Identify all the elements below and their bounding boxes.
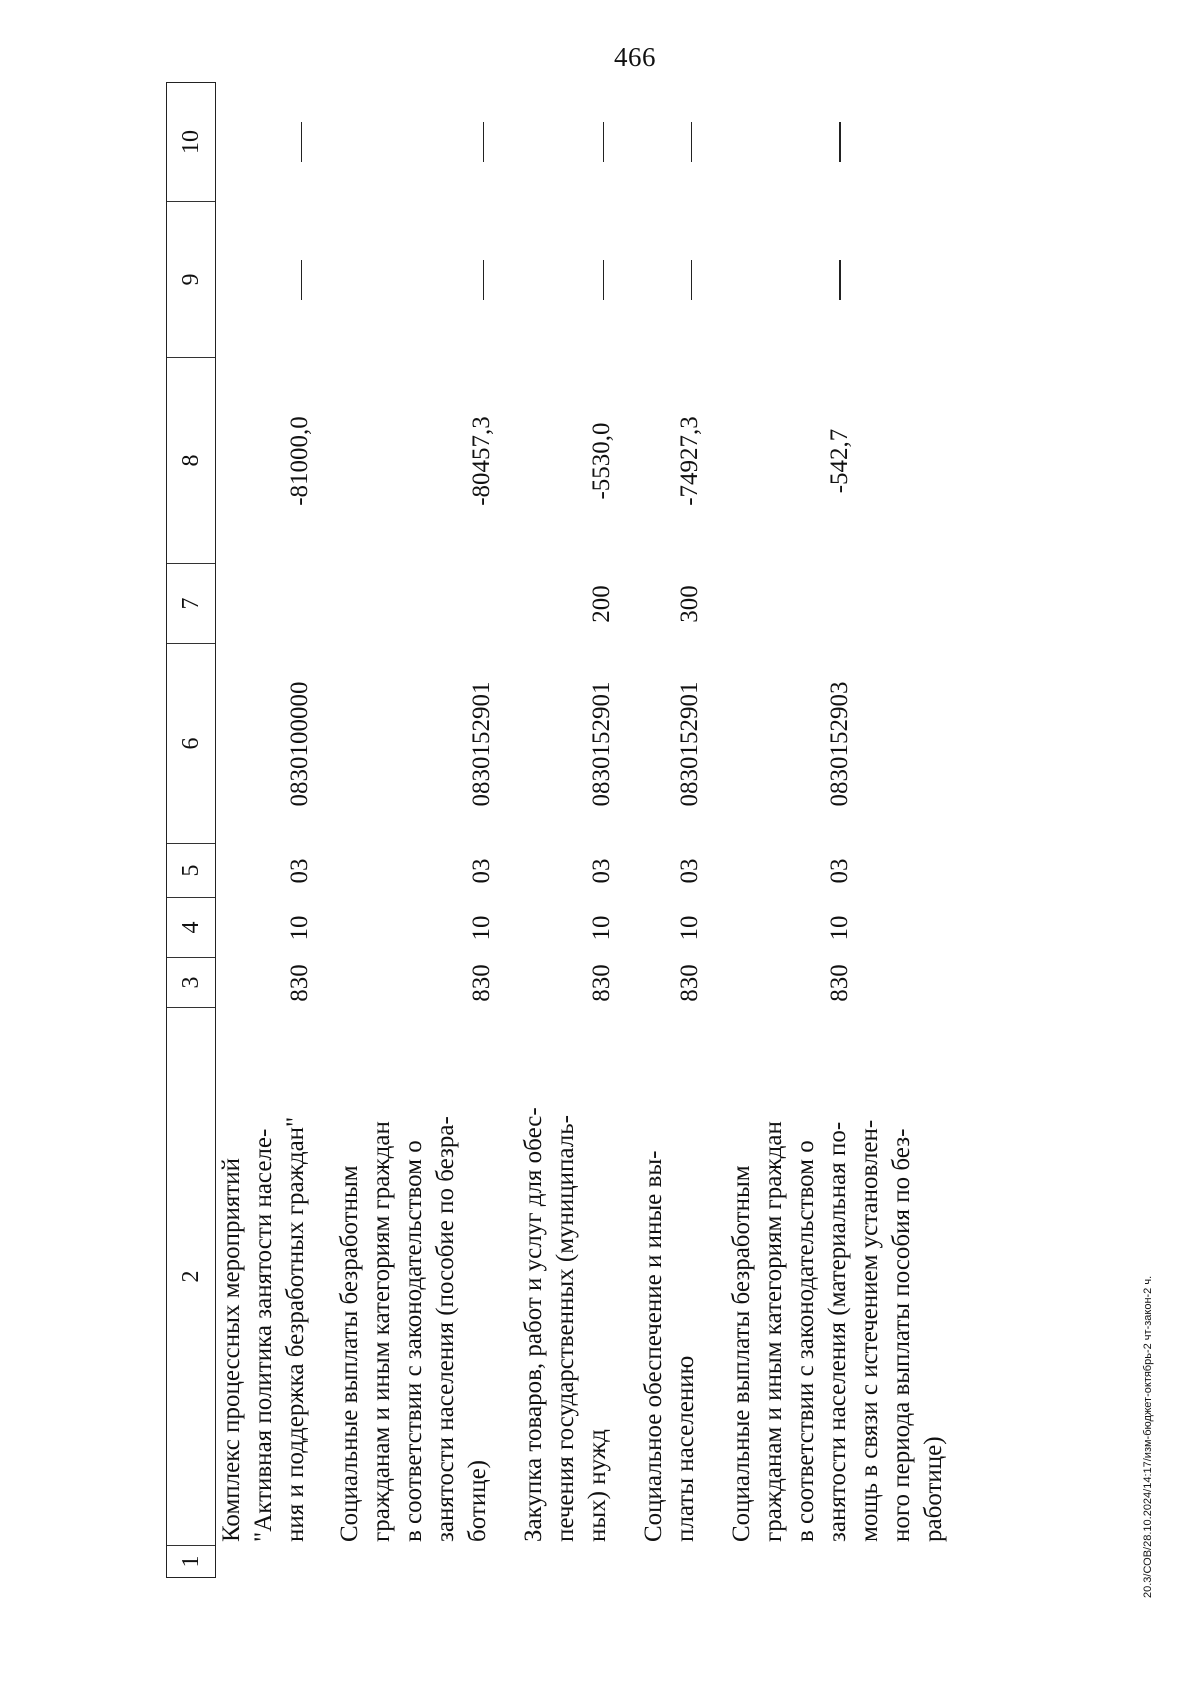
column-header-5: 5 [167, 844, 215, 898]
cell-c5: 03 [286, 858, 313, 884]
cell-c9-dash [726, 202, 954, 358]
cell-c3: 830 [676, 964, 703, 1002]
cell-c5: 03 [826, 858, 853, 884]
dash-mark [839, 122, 841, 162]
cell-c6: 0830152901 [468, 681, 495, 807]
column-header-6: 6 [167, 644, 215, 844]
cell-c5: 03 [676, 858, 703, 884]
dash-mark [691, 260, 693, 300]
column-header-7: 7 [167, 564, 215, 644]
cell-c4: 10 [676, 915, 703, 941]
cell-c3: 830 [826, 964, 853, 1002]
dash-mark [603, 122, 605, 162]
table-row [518, 82, 618, 1578]
cell-c10-dash [334, 82, 498, 202]
cell-c4: 10 [826, 915, 853, 941]
dash-mark [691, 122, 693, 162]
cell-c4: 10 [468, 915, 495, 941]
dash-mark [839, 260, 841, 300]
column-header-4: 4 [167, 898, 215, 958]
column-header-2: 2 [167, 1008, 215, 1546]
cell-c5: 03 [468, 858, 495, 884]
table-header-row [166, 82, 216, 1578]
row-description: Комплекс процессных мероприятий "Активная политика занятости населе- ния и поддержка безработных граждан" [218, 1116, 309, 1542]
row-description: Социальные выплаты безработным гражданам и иным категориям граждан в соответствии с законодательством о занятости населения (материальная по- мощь в связи с истечением установлен- ного периода выплаты пособия по без- работице) [728, 1119, 947, 1542]
column-header-8: 8 [167, 358, 215, 564]
dash-mark [301, 260, 303, 300]
table-row [726, 82, 954, 1578]
cell-c8: -74927,3 [676, 416, 703, 506]
cell-c3: 830 [286, 964, 313, 1002]
cell-c9-dash [518, 202, 618, 358]
cell-c9-dash [216, 202, 316, 358]
row-description: Закупка товаров, работ и услуг для обес- печения государственных (муниципаль- ных) нужд [520, 1107, 611, 1542]
cell-c4: 10 [286, 915, 313, 941]
cell-c8: -81000,0 [286, 416, 313, 506]
document-footer-code: 20.3/СОВ/28.10.2024/14:17/изм-бюджет-октябрь-2 чт-закон-2 ч. [1142, 1275, 1154, 1598]
row-description: Социальные выплаты безработным гражданам и иным категориям граждан в соответствии с законодательством о занятости населения (пособие по безра- ботице) [336, 1116, 491, 1542]
cell-c5: 03 [588, 858, 615, 884]
cell-c6: 0830100000 [286, 681, 313, 807]
page-number: 466 [614, 42, 656, 72]
dash-mark [483, 260, 485, 300]
column-header-3: 3 [167, 958, 215, 1008]
cell-c8: -5530,0 [588, 422, 615, 500]
cell-c8: -542,7 [826, 428, 853, 494]
table-row [216, 82, 316, 1578]
cell-c10-dash [518, 82, 618, 202]
table-row [638, 82, 706, 1578]
dash-mark [301, 122, 303, 162]
cell-c10-dash [216, 82, 316, 202]
cell-c6: 0830152901 [588, 681, 615, 807]
cell-c6: 0830152903 [826, 681, 853, 807]
rotated-budget-table [166, 82, 1066, 1578]
column-header-9: 9 [167, 202, 215, 358]
cell-c7 [334, 564, 498, 644]
cell-c10-dash [638, 82, 706, 202]
dash-mark [603, 260, 605, 300]
cell-c7: 200 [588, 585, 615, 623]
cell-c7 [216, 564, 316, 644]
cell-c4: 10 [588, 915, 615, 941]
column-header-10: 10 [167, 82, 215, 202]
cell-c7 [726, 564, 954, 644]
cell-c8: -80457,3 [468, 416, 495, 506]
cell-c6: 0830152901 [676, 681, 703, 807]
column-header-1: 1 [167, 1546, 215, 1578]
cell-c3: 830 [468, 964, 495, 1002]
cell-c7: 300 [676, 585, 703, 623]
row-description: Социальное обеспечение и иные вы- платы населению [640, 1150, 699, 1542]
dash-mark [483, 122, 485, 162]
cell-c10-dash [726, 82, 954, 202]
cell-c3: 830 [588, 964, 615, 1002]
cell-c9-dash [638, 202, 706, 358]
table-row [334, 82, 498, 1578]
cell-c9-dash [334, 202, 498, 358]
